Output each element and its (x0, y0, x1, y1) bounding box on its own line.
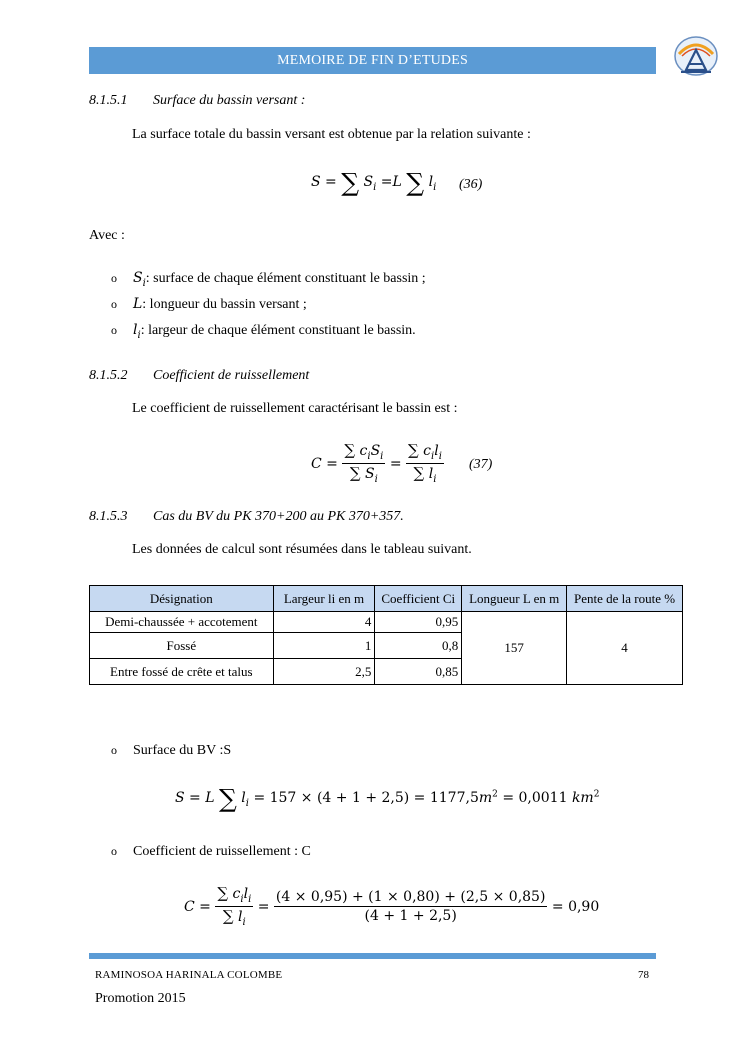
cell-coefficient: 0,85 (375, 659, 462, 685)
equation-number-37: (37) (469, 457, 493, 472)
paragraph-surface-intro: La surface totale du bassin versant est obtenue par la relation suivante : (132, 127, 531, 142)
column-header: Largeur li en m (273, 586, 375, 612)
list-item (111, 270, 426, 296)
section-title: Surface du bassin versant : (153, 93, 306, 108)
table-row (90, 612, 683, 633)
section-number: 8.1.5.2 (89, 368, 128, 383)
cell-coefficient: 0,8 (375, 633, 462, 659)
symbol: L (133, 296, 143, 312)
equation-36: S = ∑ $S_i =L$ ∑ $l_i$ (311, 168, 437, 197)
column-header: Désignation (90, 586, 274, 612)
cell-designation: Fossé (90, 633, 274, 659)
equation-number-36: (36) (459, 177, 483, 192)
column-header: Longueur L en m (462, 586, 567, 612)
equation-coefficient: C = $\frac{\sum c_il_i}{\sum l_i}$ = $\frac{(4 \times 0,95) + (1 \times 0,80) + (2,5 \times 0,85)}{(4 + 1 + 2,5)}$ = 0,90 (184, 884, 600, 929)
fraction: $\frac{\sum c_il_i}{\sum l_i}$ (408, 441, 442, 486)
fraction: $\frac{\sum c_iS_i}{\sum S_i}$ (344, 441, 384, 486)
bullet-icon: o (111, 297, 117, 311)
surface-label: Surface du BV :S (133, 743, 232, 758)
cell-pente: 4 (567, 612, 683, 685)
bullet-icon: o (111, 323, 117, 337)
section-number: 8.1.5.3 (89, 509, 128, 524)
paragraph-coefficient-intro: Le coefficient de ruissellement caractérisant le bassin est : (132, 401, 458, 416)
footer-bar (89, 953, 656, 959)
data-table (89, 585, 683, 685)
bullet-icon: o (111, 271, 117, 285)
list-item-surface-bv (111, 743, 231, 759)
cell-largeur: 4 (273, 612, 375, 633)
section-number: 8.1.5.1 (89, 93, 128, 108)
definition-text: : surface de chaque élément constituant le bassin ; (145, 271, 426, 286)
equation-surface: S = L ∑ $l_i = 157 \times (4 + 1 + 2,5) = 1177,5m^2 = 0,0011$ $km^2$ (175, 784, 600, 813)
section-heading-coefficient (89, 368, 309, 384)
column-header: Pente de la route % (567, 586, 683, 612)
definition-text: : longueur du bassin versant ; (142, 297, 307, 312)
footer-author: RAMINOSOA HARINALA COLOMBE (95, 969, 283, 981)
equation-37: C = $\frac{\sum c_iS_i}{\sum S_i}$ = $\frac{\sum c_il_i}{\sum l_i}$ (311, 441, 442, 486)
section-heading-cas-bv (89, 509, 404, 525)
document-title: MEMOIRE DE FIN D’ETUDES (277, 52, 468, 68)
bullet-icon: o (111, 844, 117, 858)
symbol: $l_i$ (133, 322, 141, 341)
definition-text: : largeur de chaque élément constituant le bassin. (140, 323, 416, 338)
definition-list (111, 270, 426, 348)
header-title-bar (89, 47, 656, 74)
cell-designation: Demi-chaussée + accotement (90, 612, 274, 633)
section-title: Cas du BV du PK 370+200 au PK 370+357. (153, 509, 404, 524)
section-heading-surface (89, 93, 305, 109)
coefficient-label: Coefficient de ruissellement : C (133, 844, 311, 859)
university-seal-icon (673, 34, 719, 78)
table-header-row (90, 586, 683, 612)
cell-coefficient: 0,95 (375, 612, 462, 633)
cell-longueur: 157 (462, 612, 567, 685)
list-item-coefficient (111, 844, 311, 860)
coefficient-result: = 0,90 (551, 898, 600, 915)
list-item (111, 322, 426, 348)
fraction: $\frac{(4 \times 0,95) + (1 \times 0,80) + (2,5 \times 0,85)}{(4 + 1 + 2,5)}$ (275, 889, 546, 925)
paragraph-table-intro: Les données de calcul sont résumées dans le tableau suivant. (132, 542, 472, 557)
cell-largeur: 2,5 (273, 659, 375, 685)
page-number: 78 (638, 969, 649, 981)
list-item (111, 296, 426, 322)
fraction: $\frac{\sum c_il_i}{\sum l_i}$ (217, 884, 252, 929)
symbol: $S_i$ (133, 270, 146, 289)
footer-promotion: Promotion 2015 (95, 991, 186, 1006)
bullet-icon: o (111, 743, 117, 757)
cell-designation: Entre fossé de crête et talus (90, 659, 274, 685)
section-title: Coefficient de ruissellement (153, 368, 310, 383)
column-header: Coefficient Ci (375, 586, 462, 612)
avec-label: Avec : (89, 228, 125, 243)
cell-largeur: 1 (273, 633, 375, 659)
